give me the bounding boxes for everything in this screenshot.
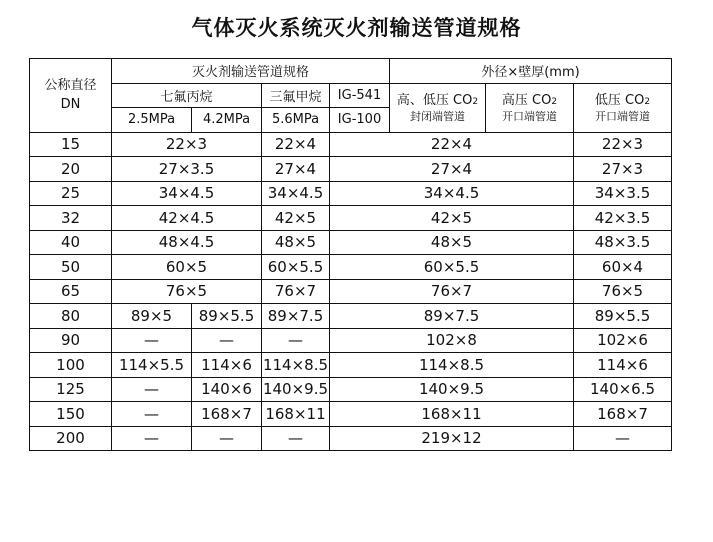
header-co2-high-line2: 开口端管道 <box>502 109 558 123</box>
header-spec-unit: 外径×壁厚(mm) <box>390 59 672 84</box>
subscript: 2 <box>472 96 479 107</box>
cell-heptafluoro: 42×4.5 <box>112 206 262 231</box>
cell-p42: — <box>192 328 262 353</box>
cell-p56: 140×9.5 <box>262 377 330 402</box>
header-co2-low-line2: 开口端管道 <box>595 109 651 123</box>
cell-dn: 90 <box>30 328 112 353</box>
cell-p56: 34×4.5 <box>262 181 330 206</box>
cell-co2-low: 42×3.5 <box>574 206 672 231</box>
cell-co2-low: 102×6 <box>574 328 672 353</box>
header-co2-highlow-line1: 高、低压 CO <box>396 92 473 108</box>
cell-p42: 114×6 <box>192 353 262 378</box>
cell-co2-low: 34×3.5 <box>574 181 672 206</box>
table-row <box>30 255 672 280</box>
header-ig100: IG-100 <box>330 108 390 133</box>
cell-dn: 80 <box>30 304 112 329</box>
cell-co2-low: 114×6 <box>574 353 672 378</box>
cell-co2-low: — <box>574 426 672 451</box>
cell-p56: 22×4 <box>262 132 330 157</box>
cell-heptafluoro: 76×5 <box>112 279 262 304</box>
cell-p42: 140×6 <box>192 377 262 402</box>
cell-heptafluoro: 27×3.5 <box>112 157 262 182</box>
header-ig541: IG-541 <box>330 83 390 108</box>
cell-p56: 89×7.5 <box>262 304 330 329</box>
header-co2-high-line1: 高压 CO <box>501 92 552 108</box>
cell-dn: 125 <box>30 377 112 402</box>
cell-heptafluoro: 22×3 <box>112 132 262 157</box>
cell-p25: — <box>112 328 192 353</box>
pipe-spec-table <box>29 58 672 451</box>
table-row <box>30 402 672 427</box>
cell-dn: 40 <box>30 230 112 255</box>
table-row <box>30 230 672 255</box>
cell-ig-co2-high: 168×11 <box>330 402 574 427</box>
header-trifluoro: 三氟甲烷 <box>262 83 330 108</box>
table-row <box>30 353 672 378</box>
cell-ig-co2-high: 140×9.5 <box>330 377 574 402</box>
cell-co2-low: 140×6.5 <box>574 377 672 402</box>
header-p25: 2.5MPa <box>112 108 192 133</box>
cell-p56: 76×7 <box>262 279 330 304</box>
cell-heptafluoro: 60×5 <box>112 255 262 280</box>
cell-ig-co2-high: 76×7 <box>330 279 574 304</box>
cell-p56: 168×11 <box>262 402 330 427</box>
cell-p42: 89×5.5 <box>192 304 262 329</box>
header-co2-highlow-line2: 封闭端管道 <box>410 109 466 123</box>
cell-ig-co2-high: 114×8.5 <box>330 353 574 378</box>
header-dn-code: DN <box>60 97 81 113</box>
cell-p56: 114×8.5 <box>262 353 330 378</box>
header-co2-low-line1: 低压 CO <box>594 92 645 108</box>
cell-ig-co2-high: 48×5 <box>330 230 574 255</box>
cell-ig-co2-high: 102×8 <box>330 328 574 353</box>
cell-dn: 50 <box>30 255 112 280</box>
cell-co2-low: 48×3.5 <box>574 230 672 255</box>
cell-dn: 150 <box>30 402 112 427</box>
cell-ig-co2-high: 22×4 <box>330 132 574 157</box>
header-co2-highlow <box>390 83 486 132</box>
header-co2-low <box>574 83 672 132</box>
cell-dn: 200 <box>30 426 112 451</box>
header-p56: 5.6MPa <box>262 108 330 133</box>
header-heptafluoro: 七氟丙烷 <box>112 83 262 108</box>
table-row <box>30 426 672 451</box>
cell-ig-co2-high: 60×5.5 <box>330 255 574 280</box>
cell-dn: 32 <box>30 206 112 231</box>
cell-ig-co2-high: 219×12 <box>330 426 574 451</box>
cell-p56: 48×5 <box>262 230 330 255</box>
header-spec-label: 灭火剂输送管道规格 <box>112 59 390 84</box>
cell-p56: 60×5.5 <box>262 255 330 280</box>
cell-dn: 15 <box>30 132 112 157</box>
subscript: 2 <box>644 96 651 107</box>
cell-co2-low: 60×4 <box>574 255 672 280</box>
cell-co2-low: 89×5.5 <box>574 304 672 329</box>
cell-p56: — <box>262 328 330 353</box>
cell-ig-co2-high: 89×7.5 <box>330 304 574 329</box>
table-row <box>30 328 672 353</box>
cell-ig-co2-high: 42×5 <box>330 206 574 231</box>
cell-p25: — <box>112 426 192 451</box>
table-row <box>30 181 672 206</box>
cell-heptafluoro: 34×4.5 <box>112 181 262 206</box>
cell-co2-low: 168×7 <box>574 402 672 427</box>
cell-dn: 100 <box>30 353 112 378</box>
cell-p42: — <box>192 426 262 451</box>
cell-dn: 20 <box>30 157 112 182</box>
header-p42: 4.2MPa <box>192 108 262 133</box>
cell-heptafluoro: 48×4.5 <box>112 230 262 255</box>
header-co2-high <box>486 83 574 132</box>
table-row <box>30 157 672 182</box>
table-row <box>30 206 672 231</box>
page-title: 气体灭火系统灭火剂输送管道规格 <box>191 16 522 40</box>
cell-p25: 89×5 <box>112 304 192 329</box>
cell-co2-low: 22×3 <box>574 132 672 157</box>
cell-p42: 168×7 <box>192 402 262 427</box>
cell-p25: 114×5.5 <box>112 353 192 378</box>
subscript: 2 <box>551 96 558 107</box>
cell-co2-low: 76×5 <box>574 279 672 304</box>
cell-p25: — <box>112 402 192 427</box>
cell-p56: 42×5 <box>262 206 330 231</box>
table-row <box>30 377 672 402</box>
cell-ig-co2-high: 34×4.5 <box>330 181 574 206</box>
cell-co2-low: 27×3 <box>574 157 672 182</box>
cell-dn: 25 <box>30 181 112 206</box>
table-row <box>30 304 672 329</box>
table-row <box>30 279 672 304</box>
header-dn-label: 公称直径 <box>44 78 97 94</box>
header-dn <box>30 59 112 133</box>
cell-p56: — <box>262 426 330 451</box>
cell-ig-co2-high: 27×4 <box>330 157 574 182</box>
cell-p56: 27×4 <box>262 157 330 182</box>
cell-p25: — <box>112 377 192 402</box>
table-row <box>30 132 672 157</box>
cell-dn: 65 <box>30 279 112 304</box>
